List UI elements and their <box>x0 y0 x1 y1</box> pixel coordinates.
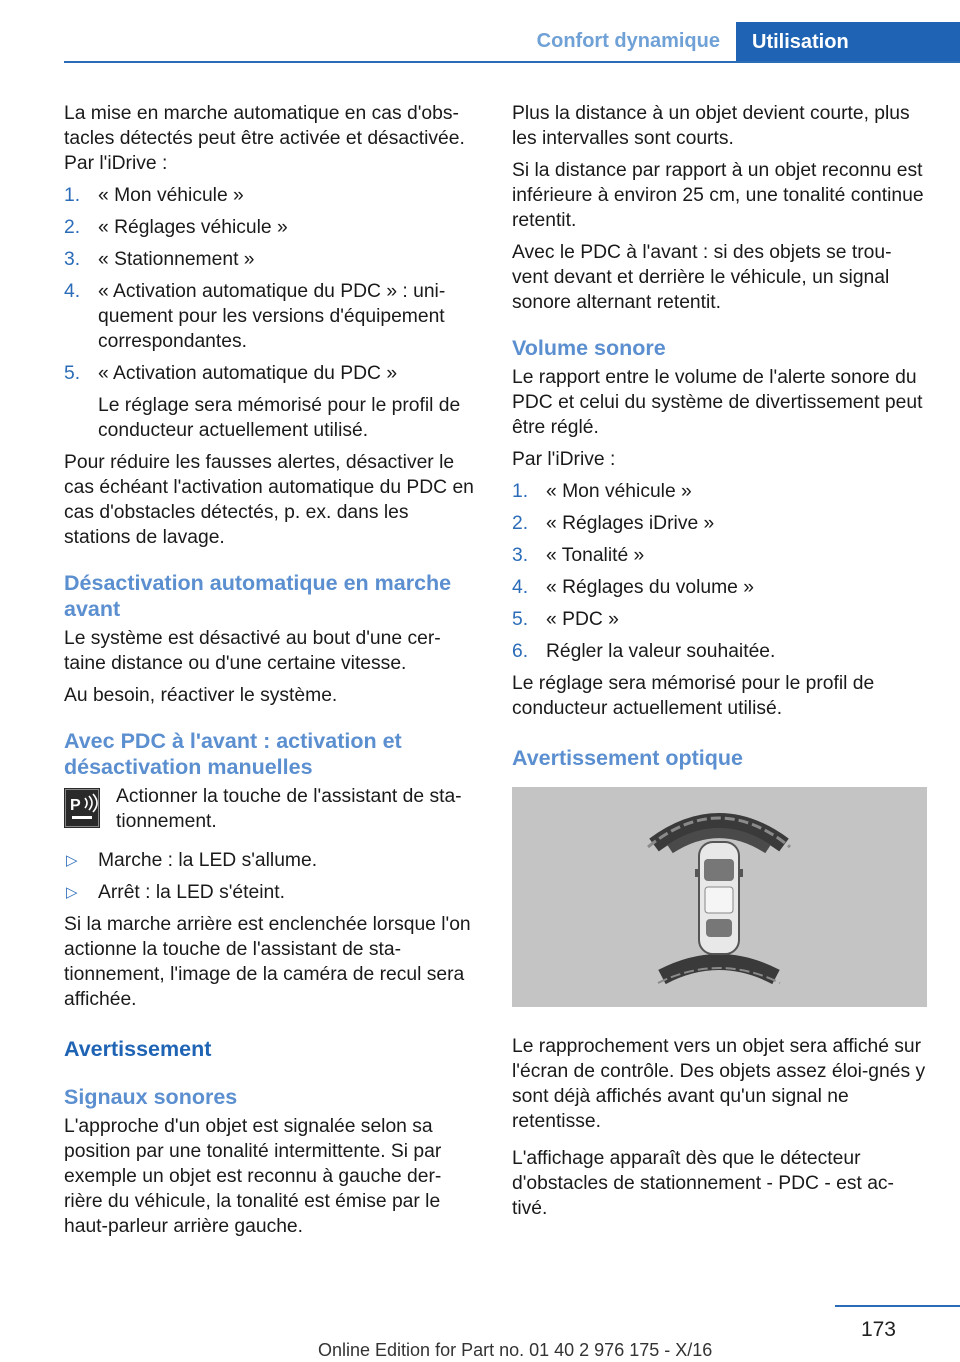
list-item <box>64 880 479 905</box>
paragraph: Par l'iDrive : <box>512 449 616 470</box>
paragraph: L'affichage apparaît dès que le détecteur d'obstacles de stationnement - PDC - est ac-tivé. <box>512 1148 894 1219</box>
paragraph: Si la distance par rapport à un objet reconnu est inférieure à environ 25 cm, une tonalité continue retentit. <box>512 160 924 231</box>
triangle-bullet-icon: ▷ <box>66 852 78 869</box>
step-text: « Réglages véhicule » <box>98 217 288 238</box>
step-number: 4. <box>64 281 81 302</box>
step-text: « Stationnement » <box>98 249 255 270</box>
subsection-heading: Avertissement optique <box>512 746 743 770</box>
page-number: 173 <box>860 1318 896 1341</box>
list-item <box>512 639 927 664</box>
triangle-bullet-icon: ▷ <box>66 884 78 901</box>
idrive-steps-list <box>64 183 479 443</box>
paragraph: Le système est désactivé au bout d'une cer-taine distance ou d'une certaine vitesse. <box>64 628 441 674</box>
step-number: 1. <box>512 481 529 502</box>
step-text: « Activation automatique du PDC » <box>98 363 398 384</box>
list-item <box>512 543 927 568</box>
step-number: 5. <box>512 609 529 630</box>
step-text: « Tonalité » <box>546 545 645 566</box>
subsection-heading: Signaux sonores <box>64 1085 238 1109</box>
paragraph: Au besoin, réactiver le système. <box>64 685 338 706</box>
list-item <box>64 215 479 240</box>
step-text: « PDC » <box>546 609 619 630</box>
subsection-heading: Volume sonore <box>512 336 666 360</box>
step-text: « Mon véhicule » <box>98 185 244 206</box>
header-chapter-tab: Utilisation <box>736 22 960 62</box>
list-item <box>64 183 479 208</box>
section-heading: Désactivation automatique en marche avant <box>64 571 452 621</box>
page-header <box>0 0 960 62</box>
paragraph: Si la marche arrière est enclenchée lorsque l'on actionne la touche de l'assistant de sta-tionnement, l'image de la caméra de recul sera affichée. <box>64 914 471 1010</box>
step-text: « Réglages du volume » <box>546 577 754 598</box>
list-item <box>64 848 479 873</box>
list-item-text: Arrêt : la LED s'éteint. <box>98 882 285 903</box>
left-column <box>64 101 479 1246</box>
parking-assistant-button-icon <box>64 788 100 828</box>
led-status-list <box>64 848 479 905</box>
paragraph: Plus la distance à un objet devient courte, plus les intervalles sont courts. <box>512 103 910 149</box>
step-number: 5. <box>64 363 81 384</box>
paragraph: Avec le PDC à l'avant : si des objets se trou-vent devant et derrière le véhicule, un signal sonore alternant retentit. <box>512 242 892 313</box>
header-rule <box>64 61 960 63</box>
svg-text:P: P <box>70 797 81 814</box>
list-item <box>512 479 927 504</box>
step-text: « Réglages iDrive » <box>546 513 715 534</box>
step-number: 2. <box>64 217 81 238</box>
paragraph: Le réglage sera mémorisé pour le profil de conducteur actuellement utilisé. <box>512 673 875 719</box>
idrive-volume-steps-list <box>512 479 927 664</box>
header-section-title: Confort dynamique <box>536 30 720 52</box>
step-number: 3. <box>64 249 81 270</box>
paragraph: Le rapport entre le volume de l'alerte sonore du PDC et celui du système de divertissement peut être réglé. <box>512 367 923 438</box>
footer-rule <box>835 1305 960 1307</box>
list-item <box>512 511 927 536</box>
step-text: Régler la valeur souhaitée. <box>546 641 776 662</box>
step-number: 1. <box>64 185 81 206</box>
key-instruction-text: Actionner la touche de l'assistant de sta-tionnement. <box>116 786 462 832</box>
paragraph: Pour réduire les fausses alertes, désactiver le cas échéant l'activation automatique du PDC en cas d'obstacles détectés, p. ex. dans les stations de lavage. <box>64 452 474 548</box>
list-item <box>64 247 479 272</box>
pdc-display-figure <box>512 787 927 1007</box>
step-number: 2. <box>512 513 529 534</box>
footer-edition-text: Online Edition for Part no. 01 40 2 976 175 - X/16 <box>318 1340 713 1360</box>
paragraph: L'approche d'un objet est signalée selon sa position par une tonalité intermittente. Si par exemple un objet est reconnu à gauche der-rière du véhicule, la tonalité est émise par le haut-parleur arrière gauche. <box>64 1116 442 1237</box>
key-instruction <box>64 784 479 834</box>
right-column <box>512 101 927 1228</box>
step-subtext: Le réglage sera mémorisé pour le profil de conducteur actuellement utilisé. <box>98 395 461 441</box>
paragraph: Le rapprochement vers un objet sera affiché sur l'écran de contrôle. Des objets assez éloi-gnés y sont déjà affichés avant qu'un signal ne retentisse. <box>512 1036 926 1132</box>
list-item <box>64 361 479 443</box>
list-item <box>512 575 927 600</box>
list-item <box>512 607 927 632</box>
section-heading: Avertissement <box>64 1037 212 1061</box>
paragraph: La mise en marche automatique en cas d'obs-tacles détectés peut être activée et désactivée. Par l'iDrive : <box>64 103 465 174</box>
section-heading: Avec PDC à l'avant : activation et désactivation manuelles <box>64 729 402 779</box>
step-number: 6. <box>512 641 529 662</box>
list-item <box>64 279 479 354</box>
step-text: « Mon véhicule » <box>546 481 692 502</box>
step-text: « Activation automatique du PDC » : uni-quement pour les versions d'équipement correspondantes. <box>98 281 446 352</box>
step-number: 4. <box>512 577 529 598</box>
step-number: 3. <box>512 545 529 566</box>
list-item-text: Marche : la LED s'allume. <box>98 850 318 871</box>
